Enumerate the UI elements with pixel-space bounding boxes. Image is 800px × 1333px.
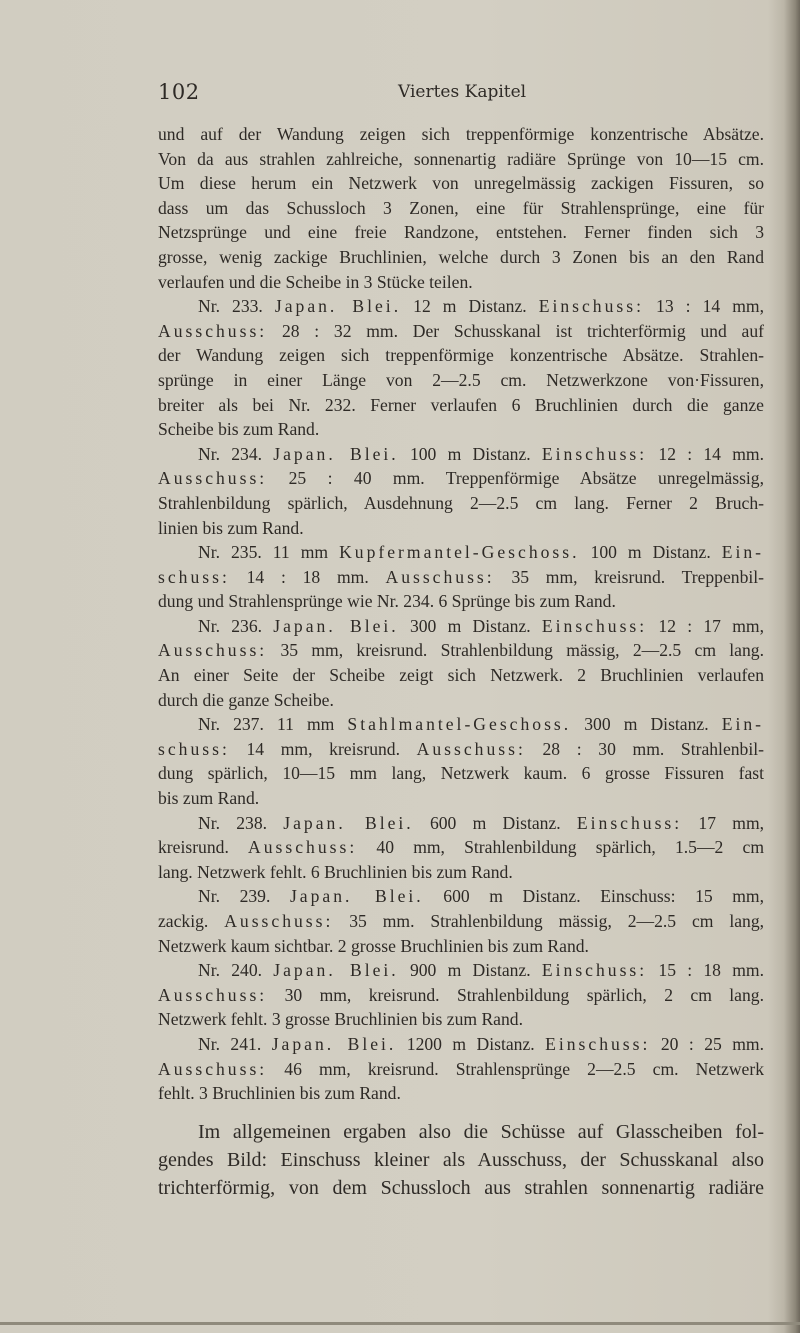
- text-segment: 46 mm, kreisrund. Strahlensprünge 2—2.5 cm. Netzwerk: [284, 1058, 764, 1079]
- ausschuss-label: Ausschuss:: [416, 738, 526, 759]
- ammo-type: Kupfermantel-Geschoss.: [339, 542, 580, 563]
- distance: 1200 m Distanz.: [406, 1033, 535, 1054]
- einschuss-value: 12 : 14 mm.: [658, 443, 764, 464]
- ausschuss-label: Ausschuss:: [248, 837, 358, 858]
- entry-number: Nr. 235.: [198, 542, 262, 563]
- einschuss-label: Einschuss:: [541, 615, 648, 636]
- distance: 300 m Distanz.: [584, 714, 709, 735]
- page-edge-shadow: [784, 0, 800, 1333]
- summary-line: trichterförmig, von dem Schussloch aus strahlen sonnenartig radiäre: [158, 1176, 764, 1199]
- text-segment: kreisrund.: [158, 837, 229, 858]
- text-line: linien bis zum Rand.: [158, 517, 304, 538]
- ausschuss-label: Ausschuss:: [224, 911, 334, 931]
- einschuss-value: 14 : 18 mm.: [246, 566, 369, 587]
- text-line: fehlt. 3 Bruchlinien bis zum Rand.: [158, 1083, 401, 1104]
- einschuss-value: 13 : 14 mm,: [656, 296, 764, 317]
- distance: 900 m Distanz.: [409, 960, 531, 981]
- text-segment: 28 : 32 mm. Der Schusskanal ist trichterförmig und auf: [281, 320, 764, 341]
- text-segment: zackig.: [158, 911, 209, 931]
- entry-number: Nr. 237.: [198, 714, 264, 735]
- text-line: breiter als bei Nr. 232. Ferner verlaufen 6 Bruchlinien durch die ganze: [158, 394, 764, 415]
- text-line: An einer Seite der Scheibe zeigt sich Netzwerk. 2 Bruchlinien verlaufen: [158, 665, 764, 686]
- einschuss-label: Einschuss:: [576, 812, 683, 833]
- ausschuss-label: Ausschuss:: [158, 320, 268, 341]
- entry-number: Nr. 236.: [198, 615, 263, 636]
- entry-238-line: [158, 835, 764, 860]
- text-line: bis zum Rand.: [158, 788, 260, 809]
- text-line: der Wandung zeigen sich treppenförmige konzentrische Absätze. Strahlen-: [158, 345, 764, 366]
- entry-number: Nr. 234.: [198, 443, 263, 464]
- entry-number: Nr. 238.: [198, 812, 268, 833]
- entry-239-line: [158, 884, 764, 909]
- page-number: 102: [158, 80, 200, 104]
- text-line: Netzwerk fehlt. 3 grosse Bruchlinien bis zum Rand.: [158, 1009, 523, 1030]
- text-segment: 35 mm, kreisrund. Strahlenbildung mässig, 2—2.5 cm lang.: [280, 640, 764, 661]
- text-line: grosse, wenig zackige Bruchlinien, welche durch 3 Zonen bis an den Rand: [158, 246, 764, 267]
- text-line: Strahlenbildung spärlich, Ausdehnung 2—2.5 cm lang. Ferner 2 Bruch-: [158, 492, 764, 513]
- einschuss-value: 14 mm, kreisrund.: [246, 738, 400, 759]
- caliber: 11 mm: [276, 714, 335, 735]
- einschuss-label: schuss:: [158, 738, 230, 759]
- entry-236-line: [158, 638, 764, 663]
- text-segment: 40 mm, Strahlenbildung spärlich, 1.5—2 cm: [376, 837, 764, 858]
- einschuss-label: schuss:: [158, 566, 230, 587]
- ausschuss-label: Ausschuss:: [158, 984, 268, 1005]
- entry-241-line: [158, 1057, 764, 1082]
- text-segment: 25 : 40 mm. Treppenförmige Absätze unregelmässig,: [288, 468, 764, 489]
- entry-number: Nr. 240.: [198, 960, 263, 981]
- scan-bottom-edge: [0, 1322, 800, 1325]
- entry-241-line: [158, 1032, 764, 1057]
- entry-number: Nr. 241.: [198, 1033, 262, 1054]
- einschuss-value: 20 : 25 mm.: [660, 1033, 764, 1054]
- entry-239-line: [158, 909, 764, 934]
- text-line: und auf der Wandung zeigen sich treppenförmige konzentrische Absätze.: [158, 124, 764, 144]
- entry-number: Nr. 239.: [198, 886, 271, 907]
- entry-234-line: [158, 442, 764, 467]
- entry-233-line: [158, 294, 764, 319]
- ausschuss-label: Ausschuss:: [158, 1058, 268, 1079]
- entry-236-line: [158, 614, 764, 639]
- einschuss-label: Einschuss:: [545, 1033, 651, 1054]
- text-line: Um diese herum ein Netzwerk von unregelmässig zackigen Fissuren, so: [158, 173, 764, 194]
- text-line: sprünge in einer Länge von 2—2.5 cm. Netzwerkzone von·Fissuren,: [158, 369, 764, 390]
- einschuss-label: Einschuss:: [541, 443, 648, 464]
- ausschuss-label: Ausschuss:: [385, 566, 495, 587]
- einschuss-label: Einschuss:: [600, 886, 676, 907]
- entry-238-line: [158, 811, 764, 836]
- ammo-type: Japan. Blei.: [273, 615, 399, 636]
- einschuss-value: 17 mm,: [698, 812, 764, 833]
- entry-237-line: [158, 737, 764, 762]
- text-line: dung spärlich, 10—15 mm lang, Netzwerk kaum. 6 grosse Fissuren fast: [158, 763, 764, 784]
- einschuss-label: Ein-: [721, 542, 764, 563]
- einschuss-value: 15 : 18 mm.: [658, 960, 764, 981]
- running-head: Viertes Kapitel: [398, 82, 527, 102]
- text-segment: 28 : 30 mm. Strahlenbil-: [542, 738, 764, 759]
- ammo-type: Japan. Blei.: [273, 443, 399, 464]
- text-segment: 35 mm. Strahlenbildung mässig, 2—2.5 cm lang,: [349, 911, 764, 931]
- distance: 600 m Distanz.: [429, 812, 561, 833]
- text-line: Scheibe bis zum Rand.: [158, 419, 320, 440]
- caliber: 11 mm: [272, 542, 329, 563]
- ausschuss-label: Ausschuss:: [158, 640, 268, 661]
- distance: 100 m Distanz.: [590, 542, 711, 563]
- text-segment: 35 mm, kreisrund. Treppenbil-: [511, 566, 764, 587]
- text-line: dass um das Schussloch 3 Zonen, eine für Strahlensprünge, eine für: [158, 197, 764, 218]
- distance: 600 m Distanz.: [443, 886, 581, 907]
- text-segment: 30 mm, kreisrund. Strahlenbildung spärlich, 2 cm lang.: [284, 984, 764, 1005]
- distance: 300 m Distanz.: [409, 615, 531, 636]
- body-text: [158, 122, 764, 1202]
- entry-240-line: [158, 983, 764, 1008]
- text-line: verlaufen und die Scheibe in 3 Stücke teilen.: [158, 271, 473, 292]
- einschuss-label: Einschuss:: [538, 296, 644, 317]
- entry-240-line: [158, 958, 764, 983]
- entry-number: Nr. 233.: [198, 296, 263, 317]
- ausschuss-label: Ausschuss:: [158, 468, 268, 489]
- ammo-type: Japan. Blei.: [274, 296, 402, 317]
- ammo-type: Japan. Blei.: [283, 812, 414, 833]
- entry-235-line: [158, 565, 764, 590]
- page-header: [158, 80, 763, 110]
- text-line: lang. Netzwerk fehlt. 6 Bruchlinien bis zum Rand.: [158, 861, 513, 882]
- distance: 100 m Distanz.: [409, 443, 531, 464]
- einschuss-value: 15 mm,: [695, 886, 764, 907]
- ammo-type: Japan. Blei.: [289, 886, 424, 907]
- text-line: durch die ganze Scheibe.: [158, 689, 334, 710]
- paragraph-gap: [158, 1106, 764, 1118]
- text-line: dung und Strahlensprünge wie Nr. 234. 6 Sprünge bis zum Rand.: [158, 591, 616, 612]
- entry-235-line: [158, 540, 764, 565]
- text-line: Netzsprünge und eine freie Randzone, entstehen. Ferner finden sich 3: [158, 222, 764, 243]
- entry-234-line: [158, 466, 764, 491]
- ammo-type: Japan. Blei.: [271, 1033, 397, 1054]
- text-line: Netzwerk kaum sichtbar. 2 grosse Bruchlinien bis zum Rand.: [158, 935, 589, 956]
- einschuss-value: 12 : 17 mm,: [658, 615, 764, 636]
- ammo-type: Japan. Blei.: [273, 960, 399, 981]
- einschuss-label: Einschuss:: [541, 960, 648, 981]
- ammo-type: Stahlmantel-Geschoss.: [347, 714, 572, 735]
- text-line: Von da aus strahlen zahlreiche, sonnenartig radiäre Sprünge von 10—15 cm.: [158, 148, 764, 169]
- summary-line: Im allgemeinen ergaben also die Schüsse auf Glasscheiben fol-: [198, 1120, 764, 1143]
- einschuss-label: Ein-: [721, 714, 764, 735]
- summary-line: gendes Bild: Einschuss kleiner als Ausschuss, der Schusskanal also: [158, 1148, 764, 1171]
- entry-237-line: [158, 712, 764, 737]
- distance: 12 m Distanz.: [413, 296, 527, 317]
- entry-233-line: [158, 319, 764, 344]
